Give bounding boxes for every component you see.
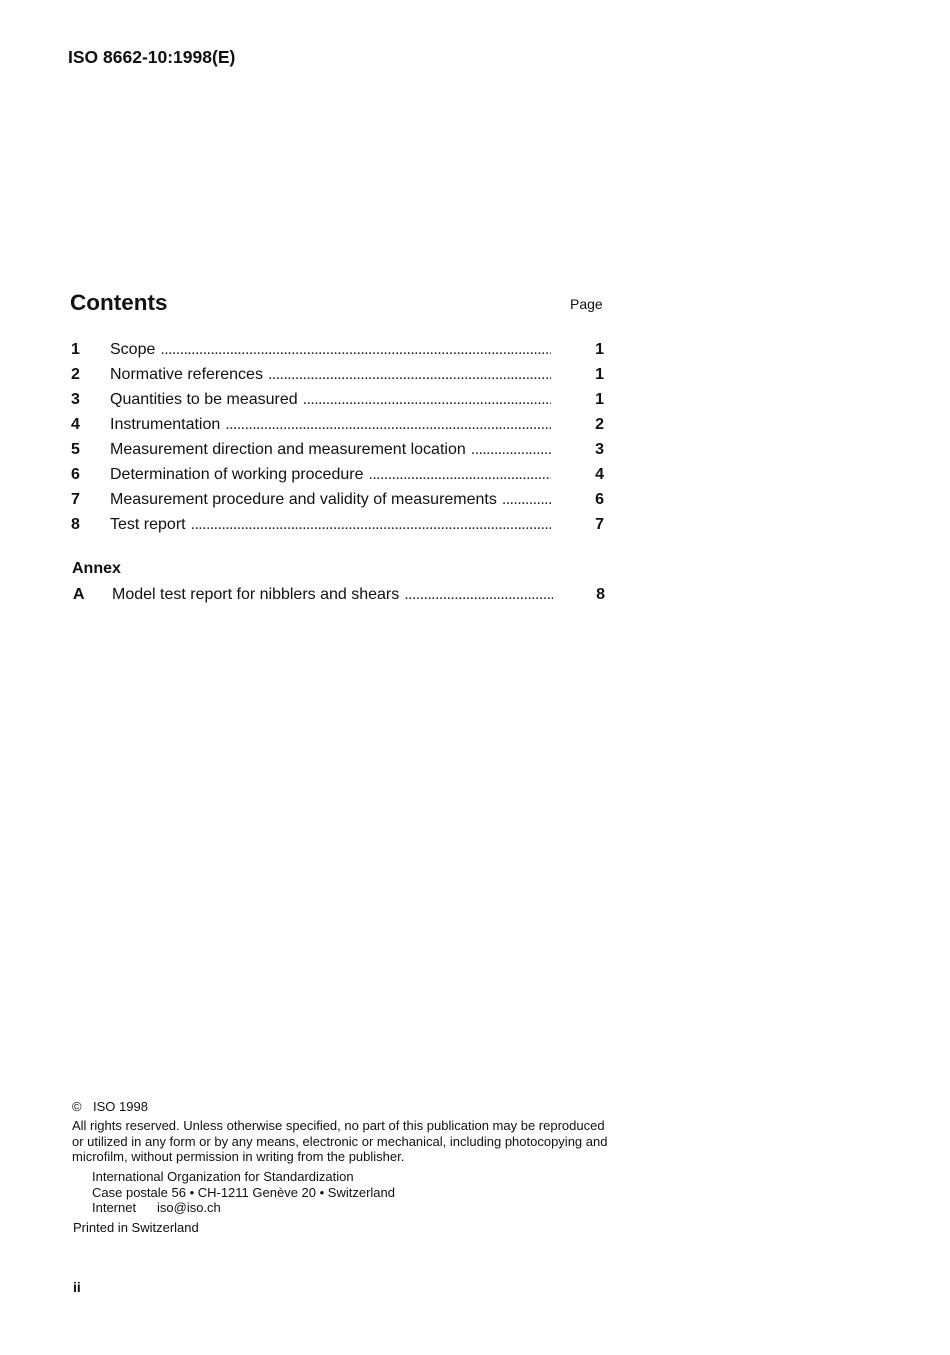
- toc-entry-title: Quantities to be measured: [110, 391, 298, 408]
- annex-entry-letter: A: [73, 586, 85, 603]
- toc-entry-page: 1: [595, 341, 604, 358]
- toc-entry-number: 6: [71, 466, 80, 483]
- dot-leader: [502, 487, 551, 512]
- toc-entry-title: Normative references: [110, 366, 263, 383]
- toc-entry-title: Scope: [110, 341, 156, 358]
- contents-title: Contents: [70, 290, 168, 315]
- toc-entry: [71, 362, 604, 387]
- internet-address: iso@iso.ch: [157, 1200, 221, 1215]
- dot-leader: [225, 412, 551, 437]
- dot-leader: [471, 437, 551, 462]
- toc-entry: [71, 487, 604, 512]
- toc-entry-page: 3: [595, 441, 604, 458]
- document-id-header: ISO 8662-10:1998(E): [68, 47, 236, 67]
- toc-entry-page: 4: [595, 466, 604, 483]
- toc-entry-title-area: [110, 412, 551, 437]
- toc-entry: [71, 437, 604, 462]
- toc-entry-number: 8: [71, 516, 80, 533]
- toc-entry-title: Measurement procedure and validity of measurements: [110, 491, 497, 508]
- toc-entry-title-area: [110, 337, 551, 362]
- rights-line: All rights reserved. Unless otherwise specified, no part of this publication may be reproduced: [72, 1118, 605, 1133]
- copyright-text: ISO 1998: [93, 1099, 148, 1114]
- internet-label: Internet: [92, 1200, 137, 1215]
- copyright-notice: [72, 1099, 148, 1115]
- printed-in: Printed in Switzerland: [73, 1220, 199, 1235]
- annex-entry-title: Model test report for nibblers and shears: [112, 586, 400, 603]
- toc-entry-number: 3: [71, 391, 80, 408]
- toc-entry: [71, 387, 604, 412]
- dot-leader: [191, 512, 551, 537]
- toc-entry-title: Test report: [110, 516, 186, 533]
- toc-entry-page: 1: [595, 366, 604, 383]
- page-number: ii: [73, 1279, 81, 1295]
- toc-entry-title-area: [110, 487, 551, 512]
- organization-name: International Organization for Standardization: [92, 1169, 354, 1184]
- dot-leader: [368, 462, 551, 487]
- toc-entry-title-area: [110, 362, 551, 387]
- dot-leader: [404, 582, 553, 607]
- toc-entry-title-area: [110, 512, 551, 537]
- copyright-symbol: ©: [72, 1099, 82, 1114]
- toc-entry-title: Determination of working procedure: [110, 466, 364, 483]
- toc-entry-number: 7: [71, 491, 80, 508]
- organization-address: Case postale 56 • CH-1211 Genève 20 • Switzerland: [92, 1184, 395, 1200]
- organization-block: [92, 1169, 395, 1216]
- toc-entry-title: Instrumentation: [110, 416, 221, 433]
- dot-leader: [268, 362, 551, 387]
- toc-entry: [71, 412, 604, 437]
- rights-line: microfilm, without permission in writing from the publisher.: [72, 1149, 405, 1164]
- dot-leader: [303, 387, 551, 412]
- toc-entry-title: Measurement direction and measurement location: [110, 441, 466, 458]
- toc-entry-number: 4: [71, 416, 80, 433]
- toc-entry-page: 1: [595, 391, 604, 408]
- toc-entry: [71, 462, 604, 487]
- annex-heading: Annex: [72, 560, 121, 577]
- toc-entry-number: 5: [71, 441, 80, 458]
- toc-entry-page: 2: [595, 416, 604, 433]
- toc-entry: [71, 512, 604, 537]
- toc-entry-page: 6: [595, 491, 604, 508]
- toc-entry-number: 2: [71, 366, 80, 383]
- annex-list: [73, 582, 605, 607]
- rights-line: or utilized in any form or by any means, electronic or mechanical, including photocopying and: [72, 1133, 608, 1149]
- internet-row: [92, 1200, 395, 1216]
- table-of-contents: [71, 337, 604, 537]
- toc-entry-number: 1: [71, 341, 80, 358]
- annex-entry: [73, 582, 605, 607]
- dot-leader: [160, 337, 551, 362]
- page-column-label: Page: [570, 296, 603, 312]
- rights-statement: [72, 1118, 607, 1165]
- annex-entry-page: 8: [596, 586, 605, 603]
- annex-entry-title-area: [112, 582, 553, 607]
- toc-entry: [71, 337, 604, 362]
- toc-entry-title-area: [110, 387, 551, 412]
- toc-entry-page: 7: [595, 516, 604, 533]
- toc-entry-title-area: [110, 462, 551, 487]
- toc-entry-title-area: [110, 437, 551, 462]
